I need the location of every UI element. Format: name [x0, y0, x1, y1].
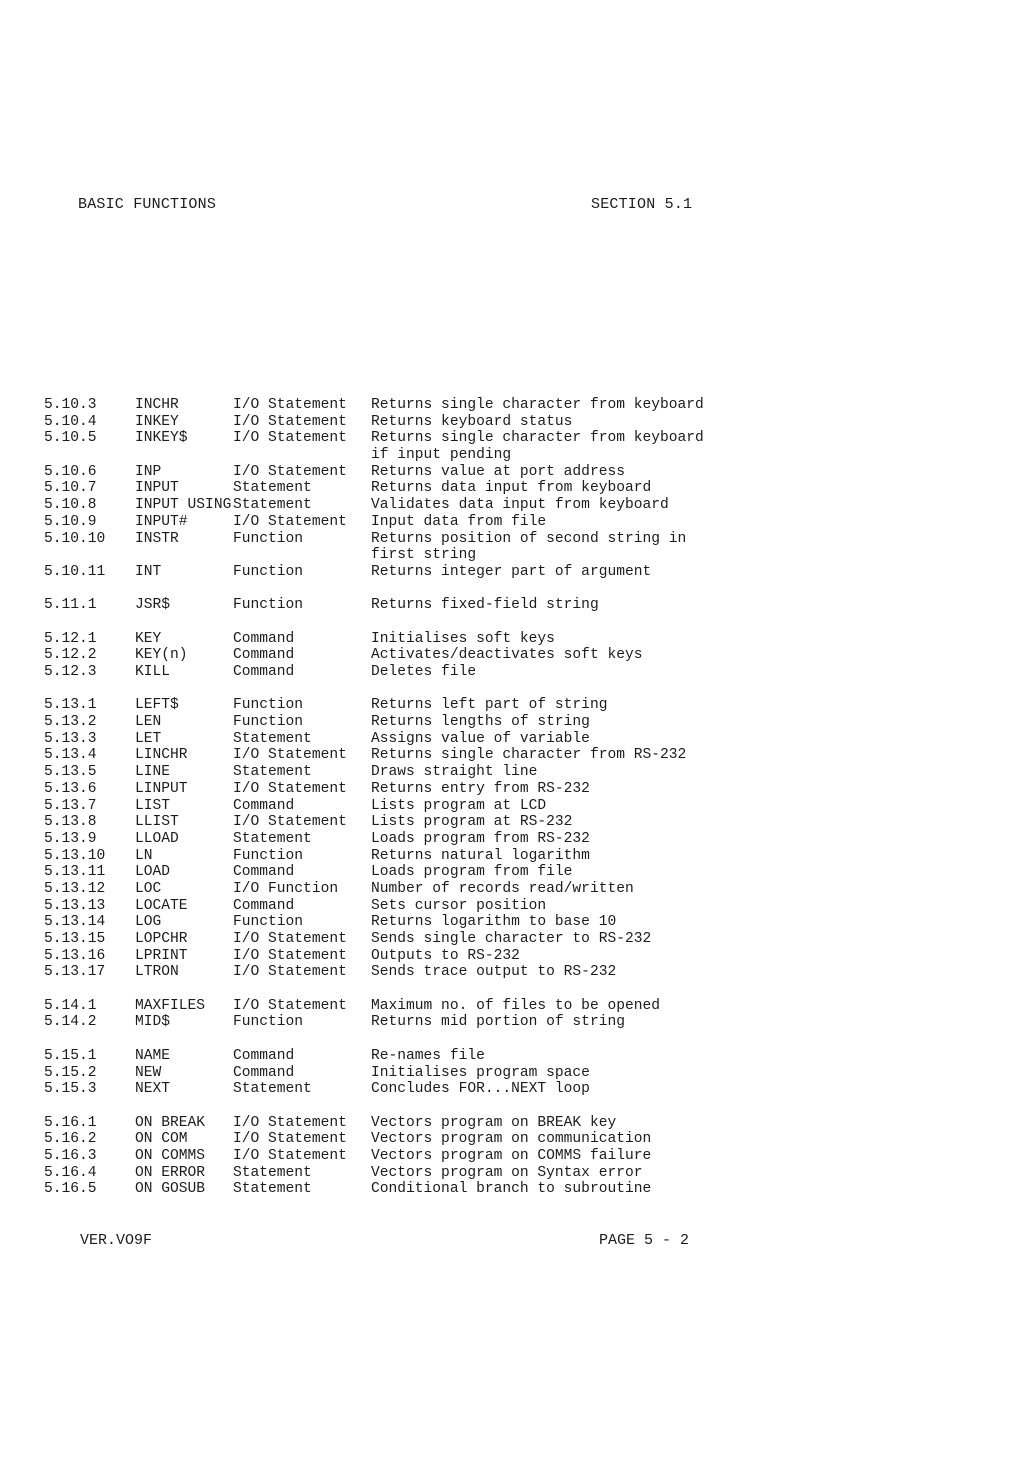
entry-description: Sets cursor position	[371, 897, 547, 914]
entry-type: Function	[233, 697, 304, 714]
entry-type: Command	[233, 897, 295, 914]
entry-number: 5.13.9	[44, 830, 97, 847]
entry-type: Function	[233, 914, 304, 931]
entry-keyword: LTRON	[135, 964, 179, 981]
entry-description: Assigns value of variable	[371, 730, 590, 747]
entry-keyword: ON COM	[135, 1131, 188, 1148]
entry-group	[44, 597, 744, 614]
table-row	[44, 831, 744, 848]
entry-keyword: INP	[135, 463, 162, 480]
entry-number: 5.10.9	[44, 513, 97, 530]
table-row	[44, 814, 744, 831]
entry-description: Returns single character from keyboard if input pending	[371, 430, 704, 464]
entry-description: Returns single character from RS-232	[371, 747, 687, 764]
entry-number: 5.13.6	[44, 780, 97, 797]
entry-number: 5.14.1	[44, 997, 97, 1014]
entry-number: 5.13.15	[44, 931, 106, 948]
entry-type: I/O Statement	[233, 997, 347, 1014]
entry-number: 5.12.3	[44, 664, 97, 681]
table-row	[44, 1081, 744, 1098]
entry-keyword: NEW	[135, 1064, 162, 1081]
entry-type: I/O Statement	[233, 814, 347, 831]
entry-keyword: ON COMMS	[135, 1147, 206, 1164]
table-row	[44, 1065, 744, 1082]
entry-description: Returns value at port address	[371, 463, 625, 480]
entry-number: 5.16.3	[44, 1147, 97, 1164]
table-row	[44, 697, 744, 714]
entry-type: I/O Statement	[233, 964, 347, 981]
table-row	[44, 514, 744, 531]
entry-keyword: ON GOSUB	[135, 1181, 206, 1198]
entry-type: Statement	[233, 830, 312, 847]
table-row	[44, 914, 744, 931]
entry-description: Lists program at RS-232	[371, 814, 573, 831]
entry-keyword: JSR$	[135, 597, 171, 614]
entry-description: Returns fixed-field string	[371, 597, 599, 614]
entry-description: Outputs to RS-232	[371, 947, 520, 964]
entry-number: 5.16.1	[44, 1114, 97, 1131]
entry-description: Returns natural logarithm	[371, 847, 590, 864]
entry-number: 5.15.1	[44, 1047, 97, 1064]
entry-keyword: INPUT USING	[135, 497, 232, 514]
table-row	[44, 430, 744, 463]
entry-type: I/O Statement	[233, 1114, 347, 1131]
table-row	[44, 1014, 744, 1031]
table-row	[44, 731, 744, 748]
entry-type: I/O Statement	[233, 780, 347, 797]
entry-number: 5.13.4	[44, 747, 97, 764]
table-row	[44, 714, 744, 731]
entry-description: Activates/deactivates soft keys	[371, 647, 643, 664]
entry-description: Returns single character from keyboard	[371, 397, 704, 413]
entry-number: 5.10.10	[44, 530, 106, 547]
entry-number: 5.12.1	[44, 630, 97, 647]
table-row	[44, 764, 744, 781]
page-header-section: SECTION 5.1	[591, 196, 693, 213]
entry-keyword: LEN	[135, 714, 162, 731]
entry-description: Returns position of second string in first string	[371, 530, 687, 564]
entry-type: Function	[233, 714, 304, 731]
entry-keyword: INKEY	[135, 413, 179, 430]
table-row	[44, 1115, 744, 1132]
entry-type: Function	[233, 563, 304, 580]
entry-keyword: LLOAD	[135, 830, 179, 847]
entry-keyword: NAME	[135, 1047, 171, 1064]
entry-type: Statement	[233, 497, 312, 514]
table-row	[44, 647, 744, 664]
entry-description: Concludes FOR...NEXT loop	[371, 1081, 590, 1098]
entry-type: I/O Statement	[233, 463, 347, 480]
entry-type: Statement	[233, 480, 312, 497]
entry-keyword: LOCATE	[135, 897, 188, 914]
entry-type: Statement	[233, 1164, 312, 1181]
table-row	[44, 497, 744, 514]
table-row	[44, 597, 744, 614]
entry-keyword: LPRINT	[135, 947, 188, 964]
table-row	[44, 1181, 744, 1198]
entry-number: 5.16.4	[44, 1164, 97, 1181]
table-row	[44, 864, 744, 881]
entry-keyword: LOC	[135, 880, 162, 897]
entry-number: 5.13.5	[44, 764, 97, 781]
entry-description: Returns data input from keyboard	[371, 480, 652, 497]
table-row	[44, 931, 744, 948]
entry-description: Returns integer part of argument	[371, 563, 652, 580]
entry-description: Re-names file	[371, 1047, 485, 1064]
entry-type: Command	[233, 864, 295, 881]
entry-number: 5.13.2	[44, 714, 97, 731]
entry-number: 5.16.5	[44, 1181, 97, 1198]
entry-number: 5.14.2	[44, 1014, 97, 1031]
entry-description: Loads program from file	[371, 864, 573, 881]
entry-group	[44, 1115, 744, 1198]
entry-type: Command	[233, 1047, 295, 1064]
table-row	[44, 781, 744, 798]
entry-description: Vectors program on COMMS failure	[371, 1147, 652, 1164]
entry-keyword: LOPCHR	[135, 931, 188, 948]
entry-number: 5.15.3	[44, 1081, 97, 1098]
entry-number: 5.10.5	[44, 430, 97, 447]
entry-keyword: LINE	[135, 764, 171, 781]
entry-keyword: LOG	[135, 914, 162, 931]
entry-keyword: INKEY$	[135, 430, 188, 447]
entry-number: 5.13.7	[44, 797, 97, 814]
entry-description: Number of records read/written	[371, 880, 634, 897]
table-row	[44, 998, 744, 1015]
entry-type: Statement	[233, 730, 312, 747]
table-row	[44, 1148, 744, 1165]
table-row	[44, 631, 744, 648]
entry-type: I/O Statement	[233, 931, 347, 948]
entry-group	[44, 397, 744, 581]
table-row	[44, 948, 744, 965]
entry-type: I/O Statement	[233, 513, 347, 530]
entry-type: I/O Statement	[233, 1147, 347, 1164]
entry-keyword: LLIST	[135, 814, 179, 831]
table-row	[44, 964, 744, 981]
entry-type: Command	[233, 797, 295, 814]
entry-keyword: LN	[135, 847, 153, 864]
entry-keyword: LEFT$	[135, 697, 179, 714]
function-reference-list	[44, 397, 744, 1215]
table-row	[44, 848, 744, 865]
table-row	[44, 1048, 744, 1065]
entry-keyword: KILL	[135, 664, 171, 681]
entry-type: Command	[233, 664, 295, 681]
entry-group	[44, 631, 744, 681]
entry-type: I/O Statement	[233, 1131, 347, 1148]
table-row	[44, 747, 744, 764]
entry-number: 5.13.10	[44, 847, 106, 864]
entry-description: Lists program at LCD	[371, 797, 547, 814]
entry-type: I/O Statement	[233, 430, 347, 447]
table-row	[44, 464, 744, 481]
table-row	[44, 480, 744, 497]
table-row	[44, 397, 744, 414]
entry-description: Returns logarithm to base 10	[371, 914, 617, 931]
entry-description: Initialises program space	[371, 1064, 590, 1081]
entry-keyword: ON ERROR	[135, 1164, 206, 1181]
entry-number: 5.10.4	[44, 413, 97, 430]
entry-type: Function	[233, 1014, 304, 1031]
entry-type: Command	[233, 630, 295, 647]
entry-number: 5.13.3	[44, 730, 97, 747]
entry-keyword: NEXT	[135, 1081, 171, 1098]
entry-keyword: MAXFILES	[135, 997, 206, 1014]
entry-number: 5.15.2	[44, 1064, 97, 1081]
entry-number: 5.10.6	[44, 463, 97, 480]
table-row	[44, 531, 744, 564]
entry-number: 5.13.14	[44, 914, 106, 931]
entry-description: Returns keyboard status	[371, 413, 573, 430]
entry-description: Initialises soft keys	[371, 630, 555, 647]
entry-number: 5.10.7	[44, 480, 97, 497]
table-row	[44, 414, 744, 431]
entry-type: Command	[233, 647, 295, 664]
entry-keyword: ON BREAK	[135, 1114, 206, 1131]
table-row	[44, 664, 744, 681]
entry-type: Function	[233, 847, 304, 864]
entry-number: 5.13.16	[44, 947, 106, 964]
entry-keyword: INPUT#	[135, 513, 188, 530]
entry-description: Returns entry from RS-232	[371, 780, 590, 797]
entry-description: Sends trace output to RS-232	[371, 964, 617, 981]
entry-description: Vectors program on communication	[371, 1131, 652, 1148]
entry-number: 5.10.8	[44, 497, 97, 514]
page-footer-page-number: PAGE 5 - 2	[599, 1232, 690, 1249]
entry-number: 5.10.3	[44, 397, 97, 413]
entry-group	[44, 697, 744, 981]
entry-type: Statement	[233, 1081, 312, 1098]
entry-number: 5.13.1	[44, 697, 97, 714]
entry-description: Input data from file	[371, 513, 547, 530]
entry-description: Maximum no. of files to be opened	[371, 997, 661, 1014]
entry-keyword: INPUT	[135, 480, 179, 497]
table-row	[44, 798, 744, 815]
entry-keyword: INSTR	[135, 530, 179, 547]
entry-keyword: MID$	[135, 1014, 171, 1031]
page-header-title: BASIC FUNCTIONS	[78, 196, 217, 213]
entry-number: 5.13.8	[44, 814, 97, 831]
entry-type: Function	[233, 530, 304, 547]
entry-type: I/O Statement	[233, 947, 347, 964]
entry-keyword: LET	[135, 730, 162, 747]
entry-number: 5.13.17	[44, 964, 106, 981]
entry-number: 5.11.1	[44, 597, 97, 614]
entry-description: Conditional branch to subroutine	[371, 1181, 652, 1198]
entry-keyword: LOAD	[135, 864, 171, 881]
entry-type: I/O Statement	[233, 397, 347, 413]
entry-keyword: KEY	[135, 630, 162, 647]
entry-type: Statement	[233, 764, 312, 781]
entry-keyword: INCHR	[135, 397, 179, 413]
entry-description: Vectors program on BREAK key	[371, 1114, 617, 1131]
entry-keyword: LINCHR	[135, 747, 188, 764]
entry-type: Statement	[233, 1181, 312, 1198]
entry-number: 5.16.2	[44, 1131, 97, 1148]
entry-type: Function	[233, 597, 304, 614]
entry-keyword: LINPUT	[135, 780, 188, 797]
entry-description: Returns mid portion of string	[371, 1014, 625, 1031]
entry-description: Returns lengths of string	[371, 714, 590, 731]
table-row	[44, 1131, 744, 1148]
entry-description: Deletes file	[371, 664, 477, 681]
entry-number: 5.10.11	[44, 563, 106, 580]
entry-group	[44, 998, 744, 1031]
entry-type: I/O Statement	[233, 747, 347, 764]
entry-type: Command	[233, 1064, 295, 1081]
entry-description: Sends single character to RS-232	[371, 931, 652, 948]
entry-number: 5.13.11	[44, 864, 106, 881]
table-row	[44, 564, 744, 581]
entry-description: Loads program from RS-232	[371, 830, 590, 847]
entry-description: Validates data input from keyboard	[371, 497, 669, 514]
entry-number: 5.13.13	[44, 897, 106, 914]
entry-number: 5.12.2	[44, 647, 97, 664]
table-row	[44, 881, 744, 898]
entry-keyword: LIST	[135, 797, 171, 814]
entry-description: Returns left part of string	[371, 697, 608, 714]
entry-number: 5.13.12	[44, 880, 106, 897]
entry-description: Vectors program on Syntax error	[371, 1164, 643, 1181]
table-row	[44, 898, 744, 915]
entry-group	[44, 1048, 744, 1098]
entry-description: Draws straight line	[371, 764, 538, 781]
entry-type: I/O Function	[233, 880, 339, 897]
entry-keyword: INT	[135, 563, 162, 580]
page-footer-version: VER.VO9F	[80, 1232, 153, 1249]
table-row	[44, 1165, 744, 1182]
entry-keyword: KEY(n)	[135, 647, 188, 664]
entry-type: I/O Statement	[233, 413, 347, 430]
